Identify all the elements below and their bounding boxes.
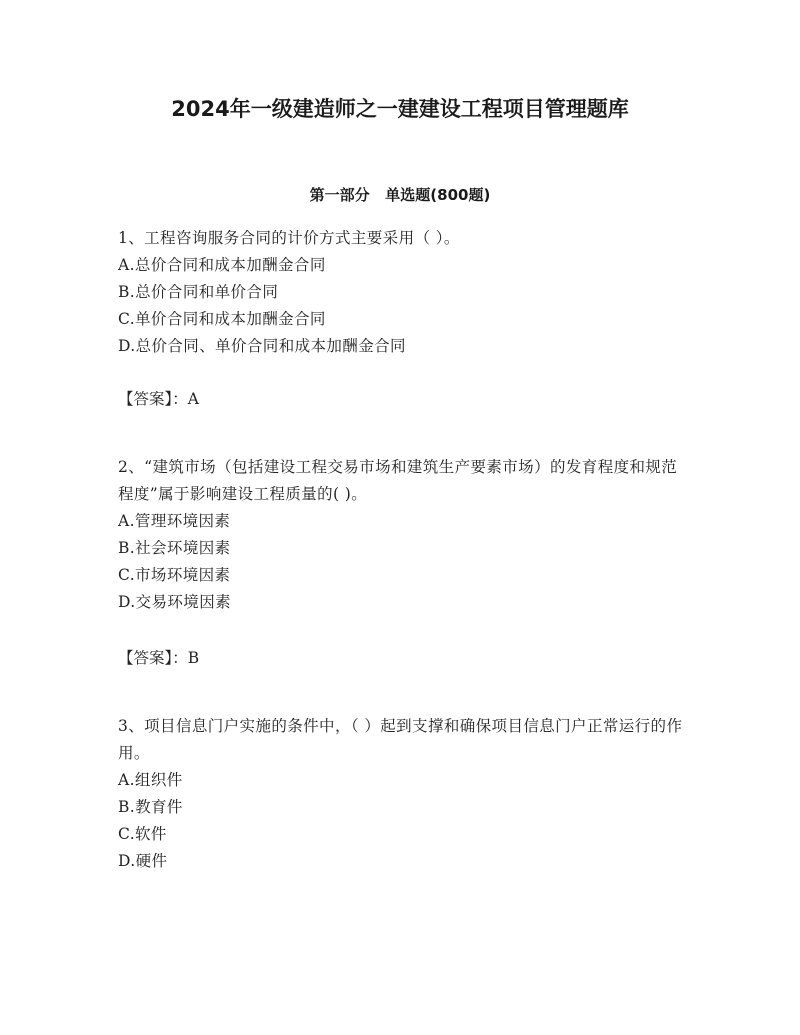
option-b: B.社会环境因素 — [118, 539, 231, 557]
option-a: A.总价合同和成本加酬金合同 — [118, 256, 326, 274]
option-d: D.交易环境因素 — [118, 593, 232, 611]
section-heading: 第一部分 单选题(800题) — [309, 186, 491, 204]
question-3 — [118, 713, 688, 875]
question-stem: 3、项目信息门户实施的条件中，（ ）起到支撑和确保项目信息门户正常运行的作用。 — [118, 717, 683, 762]
option-b: B.总价合同和单价合同 — [118, 283, 279, 301]
option-c: C.单价合同和成本加酬金合同 — [118, 310, 326, 328]
option-a: A.组织件 — [118, 771, 183, 789]
option-d: D.总价合同、单价合同和成本加酬金合同 — [118, 337, 406, 355]
page-title: 2024年一级建造师之一建建设工程项目管理题库 — [171, 97, 629, 121]
option-a: A.管理环境因素 — [118, 512, 231, 530]
answer-1: 【答案】：A — [118, 390, 199, 408]
question-2 — [118, 454, 688, 616]
question-1 — [118, 225, 688, 360]
question-stem: 1、工程咨询服务合同的计价方式主要采用（ ）。 — [118, 229, 460, 247]
option-b: B.教育件 — [118, 798, 183, 816]
answer-2: 【答案】：B — [118, 649, 200, 667]
option-c: C.软件 — [118, 825, 167, 843]
option-d: D.硬件 — [118, 852, 168, 870]
question-stem: 2、“建筑市场（包括建设工程交易市场和建筑生产要素市场）的发育程度和规范程度”属于影响建设工程质量的( )。 — [118, 458, 678, 503]
option-c: C.市场环境因素 — [118, 566, 231, 584]
